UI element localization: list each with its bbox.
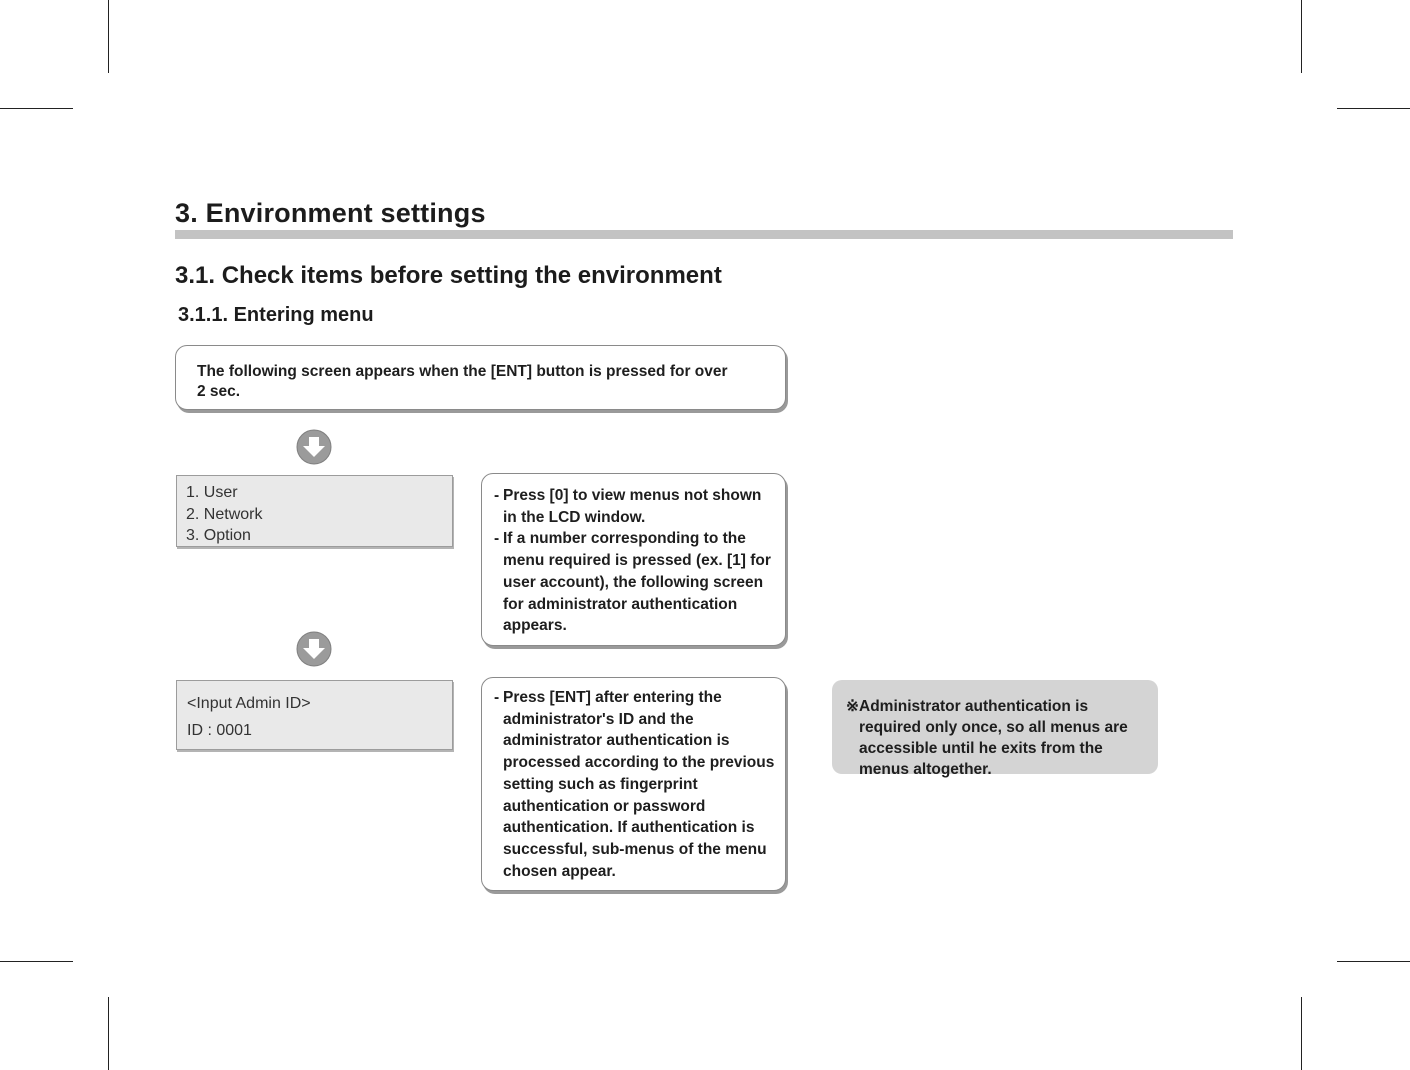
intro-callout: [175, 345, 786, 410]
crop-mark: [0, 108, 73, 109]
crop-mark: [108, 997, 109, 1070]
lcd-admin-screen: [176, 680, 453, 750]
admin-id-line: ID : 0001: [187, 722, 252, 739]
side-note: [832, 680, 1158, 778]
menu-item: 1. User: [186, 484, 238, 501]
admin-screen-title: <Input Admin ID>: [187, 695, 311, 712]
reference-mark-icon: ※: [846, 698, 859, 715]
bullet-dash: -: [494, 530, 500, 548]
crop-mark: [1337, 108, 1410, 109]
crop-mark: [108, 0, 109, 73]
lcd-menu-screen: [176, 475, 453, 547]
bullet-dash: -: [494, 487, 500, 504]
note-text: If a number corresponding to the menu required is pressed (ex. [1] for user account), the following screen for administrator authentication appears.: [503, 530, 771, 635]
crop-mark: [1301, 0, 1302, 73]
crop-mark: [1301, 997, 1302, 1070]
down-arrow-icon: [296, 631, 332, 667]
note-text: Press [ENT] after entering the administrator's ID and the administrator authentication is processed according to the previous setting such as fingerprint authentication or password authentication. If authentication is successful, sub-menus of the menu chosen appear.: [503, 689, 775, 880]
crop-mark: [1337, 961, 1410, 962]
section-heading: 3. Environment settings: [175, 198, 486, 228]
crop-mark: [0, 961, 73, 962]
note-bullet: [494, 528, 777, 637]
down-arrow-icon: [296, 429, 332, 465]
note-bullet: [494, 687, 777, 882]
note-text: Press [0] to view menus not shown in the LCD window.: [503, 487, 762, 526]
side-note-text: Administrator authentication is required only once, so all menus are accessible until he exits from the menus altogether.: [859, 698, 1128, 778]
subsubsection-heading: 3.1.1. Entering menu: [178, 304, 374, 326]
bullet-dash: -: [494, 689, 500, 706]
intro-text: The following screen appears when the [ENT] button is pressed for over 2 sec.: [197, 363, 728, 400]
admin-note-callout: [481, 677, 786, 891]
note-bullet: [494, 485, 777, 528]
menu-notes-callout: [481, 473, 786, 646]
heading-rule: [175, 230, 1233, 239]
subsection-heading: 3.1. Check items before setting the environment: [175, 262, 722, 289]
menu-item: 2. Network: [186, 505, 263, 523]
menu-item: 3. Option: [186, 527, 251, 544]
